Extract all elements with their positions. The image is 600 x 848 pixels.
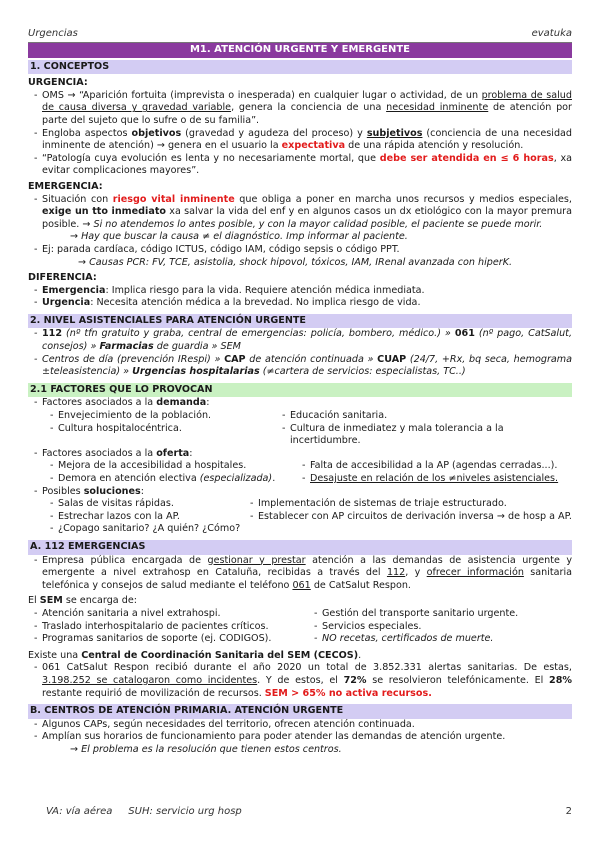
demanda-item: - Cultura hospitalocéntrica. bbox=[50, 423, 282, 448]
oferta-list bbox=[28, 460, 572, 485]
cap-item: - Algunos CAPs, según necesidades del territorio, ofrecen atención continuada. bbox=[28, 719, 572, 732]
section-cap-heading: B. CENTROS DE ATENCIÓN PRIMARIA. ATENCIÓN URGENTE bbox=[28, 704, 572, 719]
oferta-item: - Falta de accesibilidad a la AP (agendas cerradas...). bbox=[302, 460, 572, 473]
oferta-item: - Mejora de la accesibilidad a hospitales. bbox=[50, 460, 302, 473]
page-header bbox=[28, 28, 572, 41]
emergencias-112-desc: - Empresa pública encargada de gestionar y prestar atención a las demandas de asistencia urgente y emergente a nivel extrahosp en Cataluña, recibidas a través del 112, y ofrecer información sanitaria telefónica y consejos de salud mediante el teléfono 061 de CatSalut Respon. bbox=[28, 555, 572, 593]
footer-abbreviations: VA: vía aérea SUH: servicio urg hosp bbox=[46, 806, 242, 817]
solucion-item: - ¿Copago sanitario? ¿A quién? ¿Cómo? bbox=[50, 523, 250, 536]
cecos-intro: Existe una Central de Coordinación Sanitaria del SEM (CECOS). bbox=[28, 649, 362, 661]
section-conceptos-heading: 1. CONCEPTOS bbox=[28, 60, 572, 75]
sem-function-item: - Traslado interhospitalario de pacientes críticos. bbox=[28, 621, 308, 634]
sem-functions bbox=[28, 608, 572, 646]
section-112-heading: A. 112 EMERGENCIAS bbox=[28, 540, 572, 555]
niveles-item-centros: - Centros de día (prevención IRespi) » CAP de atención continuada » CUAP (24/7, +Rx, bq seca, hemograma ±teleasistencia) » Urgencias hospitalarias (≠cartera de servicios: especialistas, TC..) bbox=[28, 354, 572, 379]
document-body bbox=[28, 43, 572, 756]
cap-subnote: → El problema es la resolución que tienen estos centros. bbox=[70, 743, 342, 755]
solucion-item: - Salas de visitas rápidas. bbox=[50, 498, 250, 511]
urgencia-item-patologia: - “Patología cuya evolución es lenta y no necesariamente mortal, que debe ser atendida en ≤ 6 horas, xa evitar complicaciones mayores”. bbox=[28, 153, 572, 178]
niveles-item-112: - 112 (nº tfn gratuito y graba, central de emergencias: policía, bombero, médico.) » 061 (nº pago, CatSalut, consejos) » Farmacias de guardia » SEM bbox=[28, 328, 572, 353]
demanda-list bbox=[28, 410, 572, 448]
header-right: evatuka bbox=[531, 28, 572, 39]
emergencia-item-ejemplos: - Ej: parada cardíaca, código ICTUS, código IAM, código sepsis o código PPT. bbox=[28, 244, 572, 257]
cap-item: - Amplían sus horarios de funcionamiento para poder atender las demandas de atención urgente. bbox=[28, 731, 572, 744]
solucion-item: - Estrechar lazos con la AP. bbox=[50, 511, 250, 524]
section-niveles-heading: 2. NIVEL ASISTENCIALES PARA ATENCIÓN URGENTE bbox=[28, 314, 572, 329]
urgencia-item-engloba: - Engloba aspectos objetivos (gravedad y agudeza del proceso) y subjetivos (conciencia de una necesidad inminente de atención) → genera en el usuario la expectativa de una rápida atención y resolución. bbox=[28, 128, 572, 153]
diferencia-urgencia: - Urgencia: Necesita atención médica a la brevedad. No implica riesgo de vida. bbox=[28, 297, 572, 310]
demanda-item: - Envejecimiento de la población. bbox=[50, 410, 282, 423]
oferta-item: - Desajuste en relación de los ≠niveles asistenciales. bbox=[302, 473, 572, 486]
sem-function-item: - NO recetas, certificados de muerte. bbox=[308, 633, 572, 646]
factores-soluciones: - Posibles soluciones: bbox=[28, 486, 572, 499]
demanda-item: - Cultura de inmediatez y mala tolerancia a la incertidumbre. bbox=[282, 423, 572, 448]
urgencia-item-oms: - OMS → “Aparición fortuita (imprevista o inesperada) en cualquier lugar o actividad, de un problema de salud de causa diversa y gravedad variable, genera la conciencia de una necesidad inminente de atención por parte del sujeto que lo sufre o de su familia”. bbox=[28, 90, 572, 128]
oferta-item: - Demora en atención electiva (especializada). bbox=[50, 473, 302, 486]
sem-function-item: - Gestión del transporte sanitario urgente. bbox=[308, 608, 572, 621]
soluciones-list bbox=[28, 498, 572, 536]
factores-demanda: - Factores asociados a la demanda: bbox=[28, 397, 572, 410]
urgencia-label: URGENCIA: bbox=[28, 77, 88, 89]
page-footer bbox=[46, 806, 572, 819]
solucion-item: - Establecer con AP circuitos de derivación inversa → de hosp a AP. bbox=[250, 511, 572, 524]
section-factores-heading: 2.1 FACTORES QUE LO PROVOCAN bbox=[28, 383, 572, 398]
solucion-item: - Implementación de sistemas de triaje estructurado. bbox=[250, 498, 572, 511]
cecos-stats: - 061 CatSalut Respon recibió durante el año 2020 un total de 3.852.331 alertas sanitarias. De estas, 3.198.252 se catalogaron como incidentes. Y de estos, el 72% se resolvieron telefónicamente. El 28% restante requirió de movilización de recursos. SEM > 65% no activa recursos. bbox=[28, 662, 572, 700]
sem-intro: El SEM se encarga de: bbox=[28, 595, 137, 607]
diferencia-emergencia: - Emergencia: Implica riesgo para la vida. Requiere atención médica inmediata. bbox=[28, 285, 572, 298]
module-title: M1. ATENCIÓN URGENTE Y EMERGENTE bbox=[28, 43, 572, 58]
header-left: Urgencias bbox=[28, 28, 78, 39]
demanda-item: - Educación sanitaria. bbox=[282, 410, 572, 423]
sem-function-item: - Programas sanitarios de soporte (ej. CODIGOS). bbox=[28, 633, 308, 646]
emergencia-item-situacion: - Situación con riesgo vital inminente que obliga a poner en marcha unos recursos y medios especiales, exige un tto inmediato xa salvar la vida del enf y en algunos casos un dx etiológico con la mayor premura posible. → Si no atendemos lo antes posible, y con la mayor calidad posible, el paciente se puede morir. bbox=[28, 194, 572, 232]
emergencia-label: EMERGENCIA: bbox=[28, 180, 103, 192]
page-number: 2 bbox=[565, 806, 572, 817]
diferencia-label: DIFERENCIA: bbox=[28, 272, 97, 284]
sem-function-item: - Atención sanitaria a nivel extrahospi. bbox=[28, 608, 308, 621]
emergencia-causas-pcr: → Causas PCR: FV, TCE, asistolia, shock hipovol, tóxicos, IAM, IRenal avanzada con hiperK. bbox=[78, 256, 513, 268]
factores-oferta: - Factores asociados a la oferta: bbox=[28, 448, 572, 461]
sem-function-item: - Servicios especiales. bbox=[308, 621, 572, 634]
emergencia-subnote: → Hay que buscar la causa ≠ el diagnóstico. Imp informar al paciente. bbox=[70, 231, 408, 243]
